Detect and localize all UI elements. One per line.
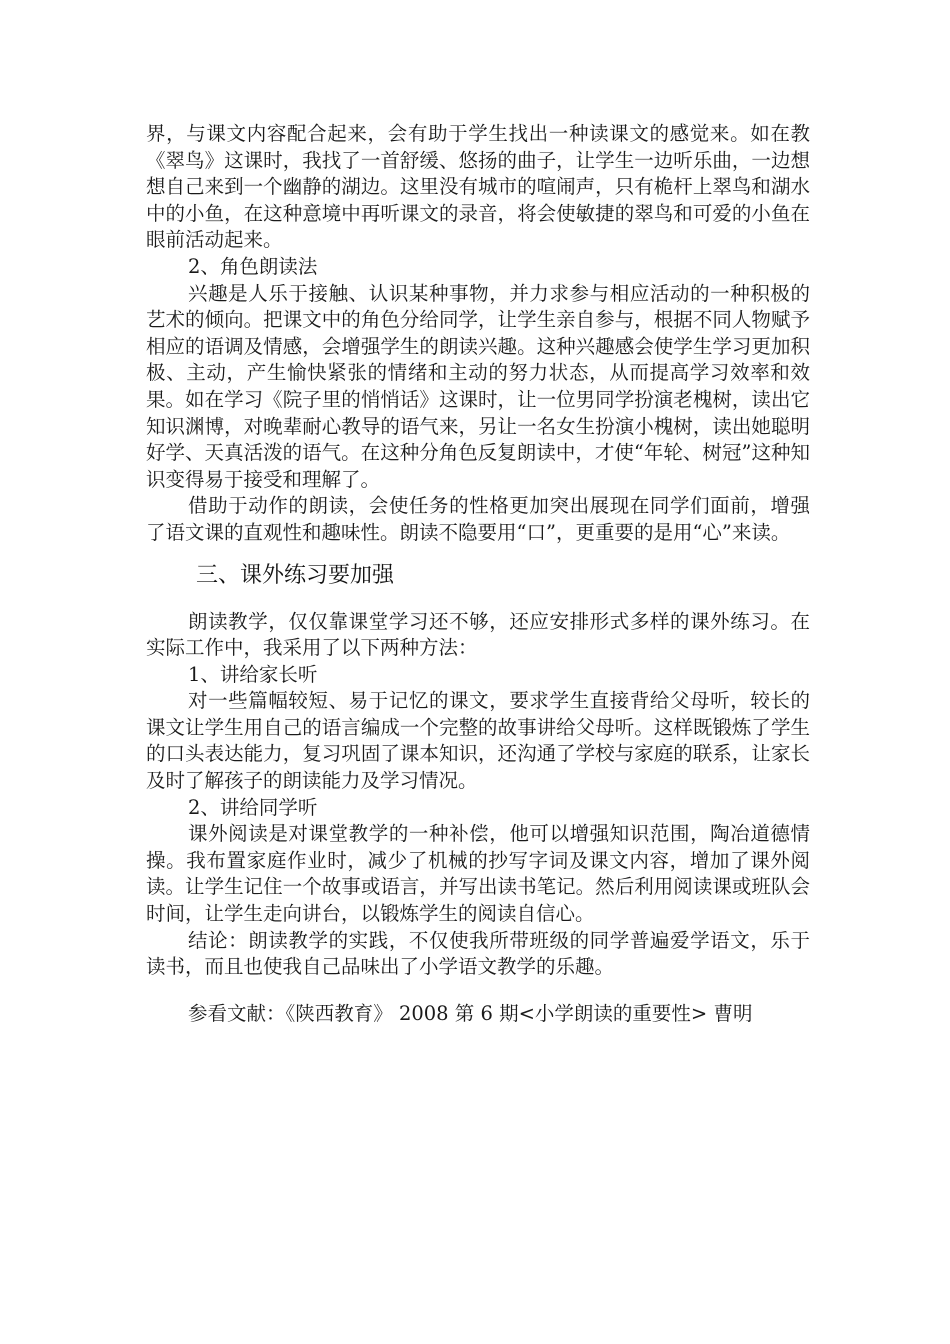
body-paragraph: 朗读教学，仅仅靠课堂学习还不够，还应安排形式多样的课外练习。在实际工作中，我采用了以下两种方法： (146, 609, 810, 660)
section-heading: 三、课外练习要加强 (196, 562, 395, 588)
subheading-role-reading: 2、角色朗读法 (188, 254, 318, 278)
body-paragraph: 课外阅读是对课堂教学的一种补偿，他可以增强知识范围，陶冶道德情操。我布置家庭作业时，减少了机械的抄写字词及课文内容，增加了课外阅读。让学生记住一个故事或语言，并写出读书笔记。然后利用阅读课或班队会时间，让学生走向讲台，以锻炼学生的阅读自信心。 (146, 822, 810, 926)
body-paragraph: 兴趣是人乐于接触、认识某种事物，并力求参与相应活动的一种积极的艺术的倾向。把课文中的角色分给同学，让学生亲自参与，根据不同人物赋予相应的语调及情感，会增强学生的朗读兴趣。这种兴趣感会使学生学习更加积极、主动，产生愉快紧张的情绪和主动的努力状态，从而提高学习效率和效果。如在学习《院子里的悄悄话》这课时，让一位男同学扮演老槐树，读出它知识渊博，对晚辈耐心教导的语气来，另让一名女生扮演小槐树，读出她聪明好学、天真活泼的语气。在这种分角色反复朗读中，才使“年轮、树冠”这种知识变得易于接受和理解了。 (146, 281, 810, 491)
body-paragraph: 借助于动作的朗读，会使任务的性格更加突出展现在同学们面前，增强了语文课的直观性和趣味性。朗读不隐要用“口”，更重要的是用“心”来读。 (146, 494, 810, 544)
body-paragraph: 界，与课文内容配合起来，会有助于学生找出一种读课文的感觉来。如在教《翠鸟》这课时，我找了一首舒缓、悠扬的曲子，让学生一边听乐曲，一边想想自己来到一个幽静的湖边。这里没有城市的喧闹声，只有桅杆上翠鸟和湖水中的小鱼，在这种意境中再听课文的录音，将会使敏捷的翠鸟和可爱的小鱼在眼前活动起来。 (146, 122, 810, 252)
body-paragraph: 对一些篇幅较短、易于记忆的课文，要求学生直接背给父母听，较长的课文让学生用自己的语言编成一个完整的故事讲给父母听。这样既锻炼了学生的口头表达能力，复习巩固了课本知识，还沟通了学校与家庭的联系，让家长及时了解孩子的朗读能力及学习情况。 (146, 689, 810, 793)
reference-line: 参看文献：《陕西教育》 2008 第 6 期<小学朗读的重要性> 曹明 (188, 1001, 753, 1025)
conclusion-paragraph: 结论：朗读教学的实践，不仅使我所带班级的同学普遍爱学语文，乐于读书，而且也使我自己品味出了小学语文教学的乐趣。 (146, 928, 810, 979)
subheading-tell-parents: 1、讲给家长听 (188, 662, 318, 686)
document-body (146, 121, 810, 1027)
subheading-tell-classmates: 2、讲给同学听 (188, 795, 318, 819)
